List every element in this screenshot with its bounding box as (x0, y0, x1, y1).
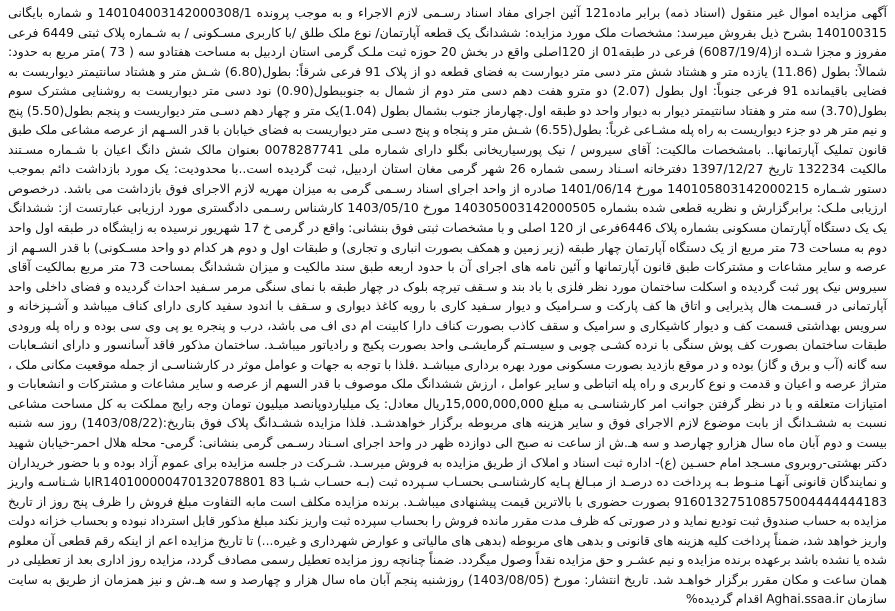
auction-notice-text: آگهی مزایده اموال غیر منقول (اسناد ذمه) برابر ماده121 آئین اجرای مفاد اسناد رسـمی لازم الاجراء و به موجب پرونده 140104003142000308/1 و شماره بایگانی 140100315 بشرح ذیل بفروش میرسد: مشخصات ملک مورد مزایده: ششدانگ یک قطعه آپارتمان/ نوع ملک طلق /با کاربری مسـکونی / به شـماره پلاک ثبتی 6449 فرعی مفروز و مجزا شـده از(6087/19/4) فرعی در طبقه01 از 120اصلی واقع در بخش 20 حوزه ثبت ملـک گرمی استان اردبیل به مساحت هفتادو سه ( 73 )متر مربع به حدود: شمالاً: بطول (11.86) یازده متر و هشتاد شش متر دسی متر دیوارست به فضای قطعه دو از پلاک 91 فرعی شرقاً: بطول(6.80) شـش متر و هشتاد سانتیمتر دیواریست به فضایی باقیمانده 91 فرعی جنوباً: اول بطول (2.07) دو مترو هفت دهم دسی متر دوم از شمال به جنوببطول(0.90) نود دسی متر دیواریست به روشنایی مشترک سوم بطول(3.70) سه متر و هفتاد سانتیمتر دیوار به دیوار واحد دو طبقه اول.چهارماز جنوب بشمال بطول (1.04)یک متر و چهار دهم دسـی متر دیواریست و پنجم بطول(5.50) پنج و نیم متر هر دو جزء دیواریست به راه پله مشـاعی غرباً: بطول(6.55) شـش متر و پنجاه و پنج دسـی متر دیواریست به فضای خیابان با قدر السـهم از عرصه مشاعی ملک طبق قانون تملیک آپارتمانها.. بامشخصات مالکیت: آقای سیروس / نیک پورسیاریخانی بگلو دارای شماره ملی 0078287741 بعنوان مالک شش دانگ اعیان با شـماره مسـتند مالکیت 132234 تاریخ 1397/12/27 دفترخانه اسـناد رسمی شماره 26 شهر گرمی مغان استان اردبیل، ثبت گردیده است..با محدودیت: یک مورد بازداشت دائم بموجب دستور شـماره 140105803142000215 مورخ 1401/06/14 صادره از واحد اجرای اسناد رسـمی گرمی به میزان مهریه لازم الاجرای فوق بازداشت می باشد. درخصوص ارزیابی ملـک: برابرگزارش و نظریه قطعی شده بشماره 140305003142000505 مورخ 1403/05/10 کارشناس رسـمی دادگستری مورد ارزیابی عبارتست از: ششدانگ یک یک دستگاه آپارتمان مسکونی بشماره پلاک 6446فرعی از 120 اصلی و با مشخصات ثبتی فوق بنشانی: واقع در گرمی خ 17 شهریور نرسیده به زایشگاه در طبقه اول واحد دوم به مساحت 73 متر مربع از یک دستگاه آپارتمان چهار طبقه (زیر زمین و همکف بصورت انباری و تجاری) و طبقات اول و دوم هر کدام دو واحد مسـکونی) با قدر السـهم از عرصه و سایر مشاعات و مشترکات طبق قانون آپارتمانها و آئین نامه های اجرای آن با حدود اربعه طبق سند مالکیت و میزان ششدانگ بمساحت 73 متر مربع بمالکیت آقای سیروس نیک پور ثبت گردیده و اسکلت ساختمان مورد نظر فلزی با باد بند و سـقف تیرچه بلوک در چهار طبقه با نمای سنگی مرمر سـفید احداث گردیده و فضای داخلی واحد آپارتمانی در قسـمت هال پذیرایی و اتاق ها کف پارکت و سـرامیک و دیوار سـفید کاری با رویه کاغذ دیواری و سـقف با اندود سفید کاری دارای کناف میباشد و آشـپزخانه و سرویس بهداشتی قسمت کف و دیوار کاشیکاری و سرامیک و سقف کاذب بصورت کناف دارا کابینت ام دی اف می باشد، درب و پنجره یو پی وی سی بوده و راه پله ورودی طبقات ساختمان بصورت کف پوش سنگی با نرده کشـی چوبی و سیسـتم گرمایشـی واحد بصورت پکیج و رادیاتور میباشـد. ساختمان مذکور فاقد آسانسور و دارای انشـعابات سه گانه (آب و برق و گاز) بوده و در موقع بازدید بصورت مسکونی مورد بهره برداری میباشـد .فلذا با توجه به جهات و عوامل موثر در کارشناسـی از جمله موقعیت مکانی ملک ، متراژ عرصه و اعیان و قدمت و نوع کاربری و راه پله اتباطی و سایر عوامل ، ارزش ششدانگ ملک موصوف با قدر السهم از عرصه و سایر مشاعات و مشترکات و انشعابات و امتیازات متعلقه و با در نظر گرفتن جوانب امر کارشناسـی به مبلغ 15,000,000,000ریال معادل: یک میلیاردوپانصد میلیون تومان وجه رایج مملکت به کل مساحت مشاعی نسبت به ششـدانگ از بابت موضوع لازم الاجرای فوق و سایر هزینه های مربوطه برگزار خواهدشـد. فلذا مزایده ششـدانگ پلاک فوق بتاریخ:(1403/08/22) روز سه شنبه بیست و دوم آبان ماه سال هزارو چهارصد و سه هـ.ش از ساعت نه صبح الی دوازده ظهر در واحد اجرای اسـناد رسـمی گرمی بنشانی: گرمی- محله هلال احمر-خیابان شهید دکتر بهشتی-روبروی مسـجد امام حسـین (ع)- اداره ثبت اسناد و املاک از طریق مزایده به فروش میرسـد. شـرکت در جلسه مزایده برای عموم آزاد بوده و با حضور خریداران و نمایندگان قانونی آنهـا منـوط بـه پرداخت ده درصـد از مبـالغ پـایه کارشناسـی بحسـاب سـپرده ثبت (بـه حسـاب شـبا IR140100000470132078801 83با شـناسـه واریز 916013275108575004444444183 بصورت حضوری با بالاترین قیمت پیشنهادی میباشـد. برنده مزایده مکلف است مابه التفاوت مبلغ فروش را ظرف پنج روز از تاریخ مزایده به حساب صندوق ثبت توديع نمايد و در صورتی که ظرف مدت مقرر مانده فروش را بحساب سپرده ثبت واریز نکند مبلغ مذکور قابل استرداد نبوده و بحساب خزانه دولت واریز خواهد شد، ضمناً پرداخت کلیه هزینه های قانونی و بدهی های مربوطه (بدهی های مالیاتی و عوارض شهرداری و غیره...) تا تاریخ مزایده اعم از اینکه رقم قطعی آن معلوم شده یا نشده باشد برعهده برنده مزایده و نیم عشـر و حق مزایده نقداً وصول میگردد. ضمناً چنانچه روز مزایده تعطیل رسمی مصادف گردد، مزایده روز اداری بعد از تعطیلی در همان ساعت و مکان مقرر برگزار خواهـد شد. تاریخ انتشار: مورخ (1403/08/05) روزشنبه پنجم آبان ماه سال هزار و چهارصد و سه هـ.ش و نیز همزمان از طریق به سایت سازمان Aghai.ssaa.ir اقدام گردیده% (8, 5, 888, 607)
